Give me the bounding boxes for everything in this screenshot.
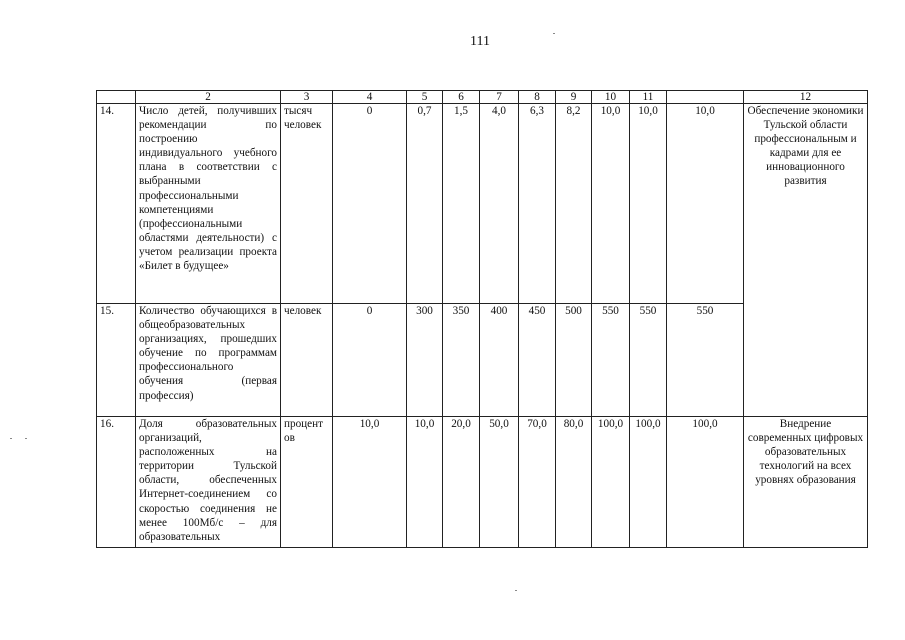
header-cell: 2 xyxy=(136,91,281,104)
row-number: 14. xyxy=(97,104,136,304)
value-cell: 50,0 xyxy=(480,417,519,548)
header-cell: 7 xyxy=(480,91,519,104)
header-cell: 6 xyxy=(443,91,480,104)
value-cell: 550 xyxy=(592,304,630,417)
header-cell: 12 xyxy=(744,91,868,104)
indicators-table xyxy=(96,90,868,548)
unit-cell: процент ов xyxy=(281,417,333,548)
goal-cell: Внедрение современных цифровых образовательных технологий на всех уровнях образования xyxy=(744,417,868,548)
value-cell: 400 xyxy=(480,304,519,417)
row-number: 16. xyxy=(97,417,136,548)
table-header-row xyxy=(97,91,868,104)
header-cell xyxy=(667,91,744,104)
value-cell: 500 xyxy=(556,304,592,417)
scan-speck xyxy=(553,33,555,34)
header-cell: 11 xyxy=(630,91,667,104)
scan-speck xyxy=(10,438,12,439)
value-cell: 100,0 xyxy=(667,417,744,548)
page-number: 111 xyxy=(470,34,490,49)
header-cell: 5 xyxy=(407,91,443,104)
value-cell: 550 xyxy=(630,304,667,417)
value-cell: 6,3 xyxy=(519,104,556,304)
value-cell: 10,0 xyxy=(333,417,407,548)
value-cell: 0 xyxy=(333,304,407,417)
table-row xyxy=(97,417,868,548)
value-cell: 10,0 xyxy=(592,104,630,304)
goal-cell: Обеспечение экономики Тульской области профессиональным и кадрами для ее инновационного развития xyxy=(744,104,868,417)
value-cell: 8,2 xyxy=(556,104,592,304)
header-cell: 4 xyxy=(333,91,407,104)
value-cell: 80,0 xyxy=(556,417,592,548)
value-cell: 0 xyxy=(333,104,407,304)
value-cell: 1,5 xyxy=(443,104,480,304)
header-cell: 3 xyxy=(281,91,333,104)
value-cell: 350 xyxy=(443,304,480,417)
table-row xyxy=(97,104,868,304)
row-number: 15. xyxy=(97,304,136,417)
unit-cell: тысяч человек xyxy=(281,104,333,304)
value-cell: 20,0 xyxy=(443,417,480,548)
value-cell: 300 xyxy=(407,304,443,417)
header-cell xyxy=(97,91,136,104)
value-cell: 10,0 xyxy=(407,417,443,548)
header-cell: 10 xyxy=(592,91,630,104)
scan-speck xyxy=(25,438,27,439)
value-cell: 100,0 xyxy=(592,417,630,548)
scan-speck xyxy=(515,590,517,591)
value-cell: 100,0 xyxy=(630,417,667,548)
value-cell: 70,0 xyxy=(519,417,556,548)
unit-cell: человек xyxy=(281,304,333,417)
value-cell: 4,0 xyxy=(480,104,519,304)
header-cell: 8 xyxy=(519,91,556,104)
indicator-name: Количество обучающихся в общеобразовательных организациях, прошедших обучение по программам профессионального обучения (первая профессия) xyxy=(136,304,281,417)
value-cell: 0,7 xyxy=(407,104,443,304)
value-cell: 10,0 xyxy=(667,104,744,304)
value-cell: 550 xyxy=(667,304,744,417)
header-cell: 9 xyxy=(556,91,592,104)
indicator-name: Доля образовательных организаций, расположенных на территории Тульской области, обеспеченных Интернет-соединением со скоростью соединения не менее 100Мб/с – для образовательных xyxy=(136,417,281,548)
indicator-name: Число детей, получивших рекомендации по построению индивидуального учебного плана в соответствии с выбранными профессиональными компетенциями (профессиональными областями деятельности) с учетом реализации проекта «Билет в будущее» xyxy=(136,104,281,304)
value-cell: 10,0 xyxy=(630,104,667,304)
value-cell: 450 xyxy=(519,304,556,417)
